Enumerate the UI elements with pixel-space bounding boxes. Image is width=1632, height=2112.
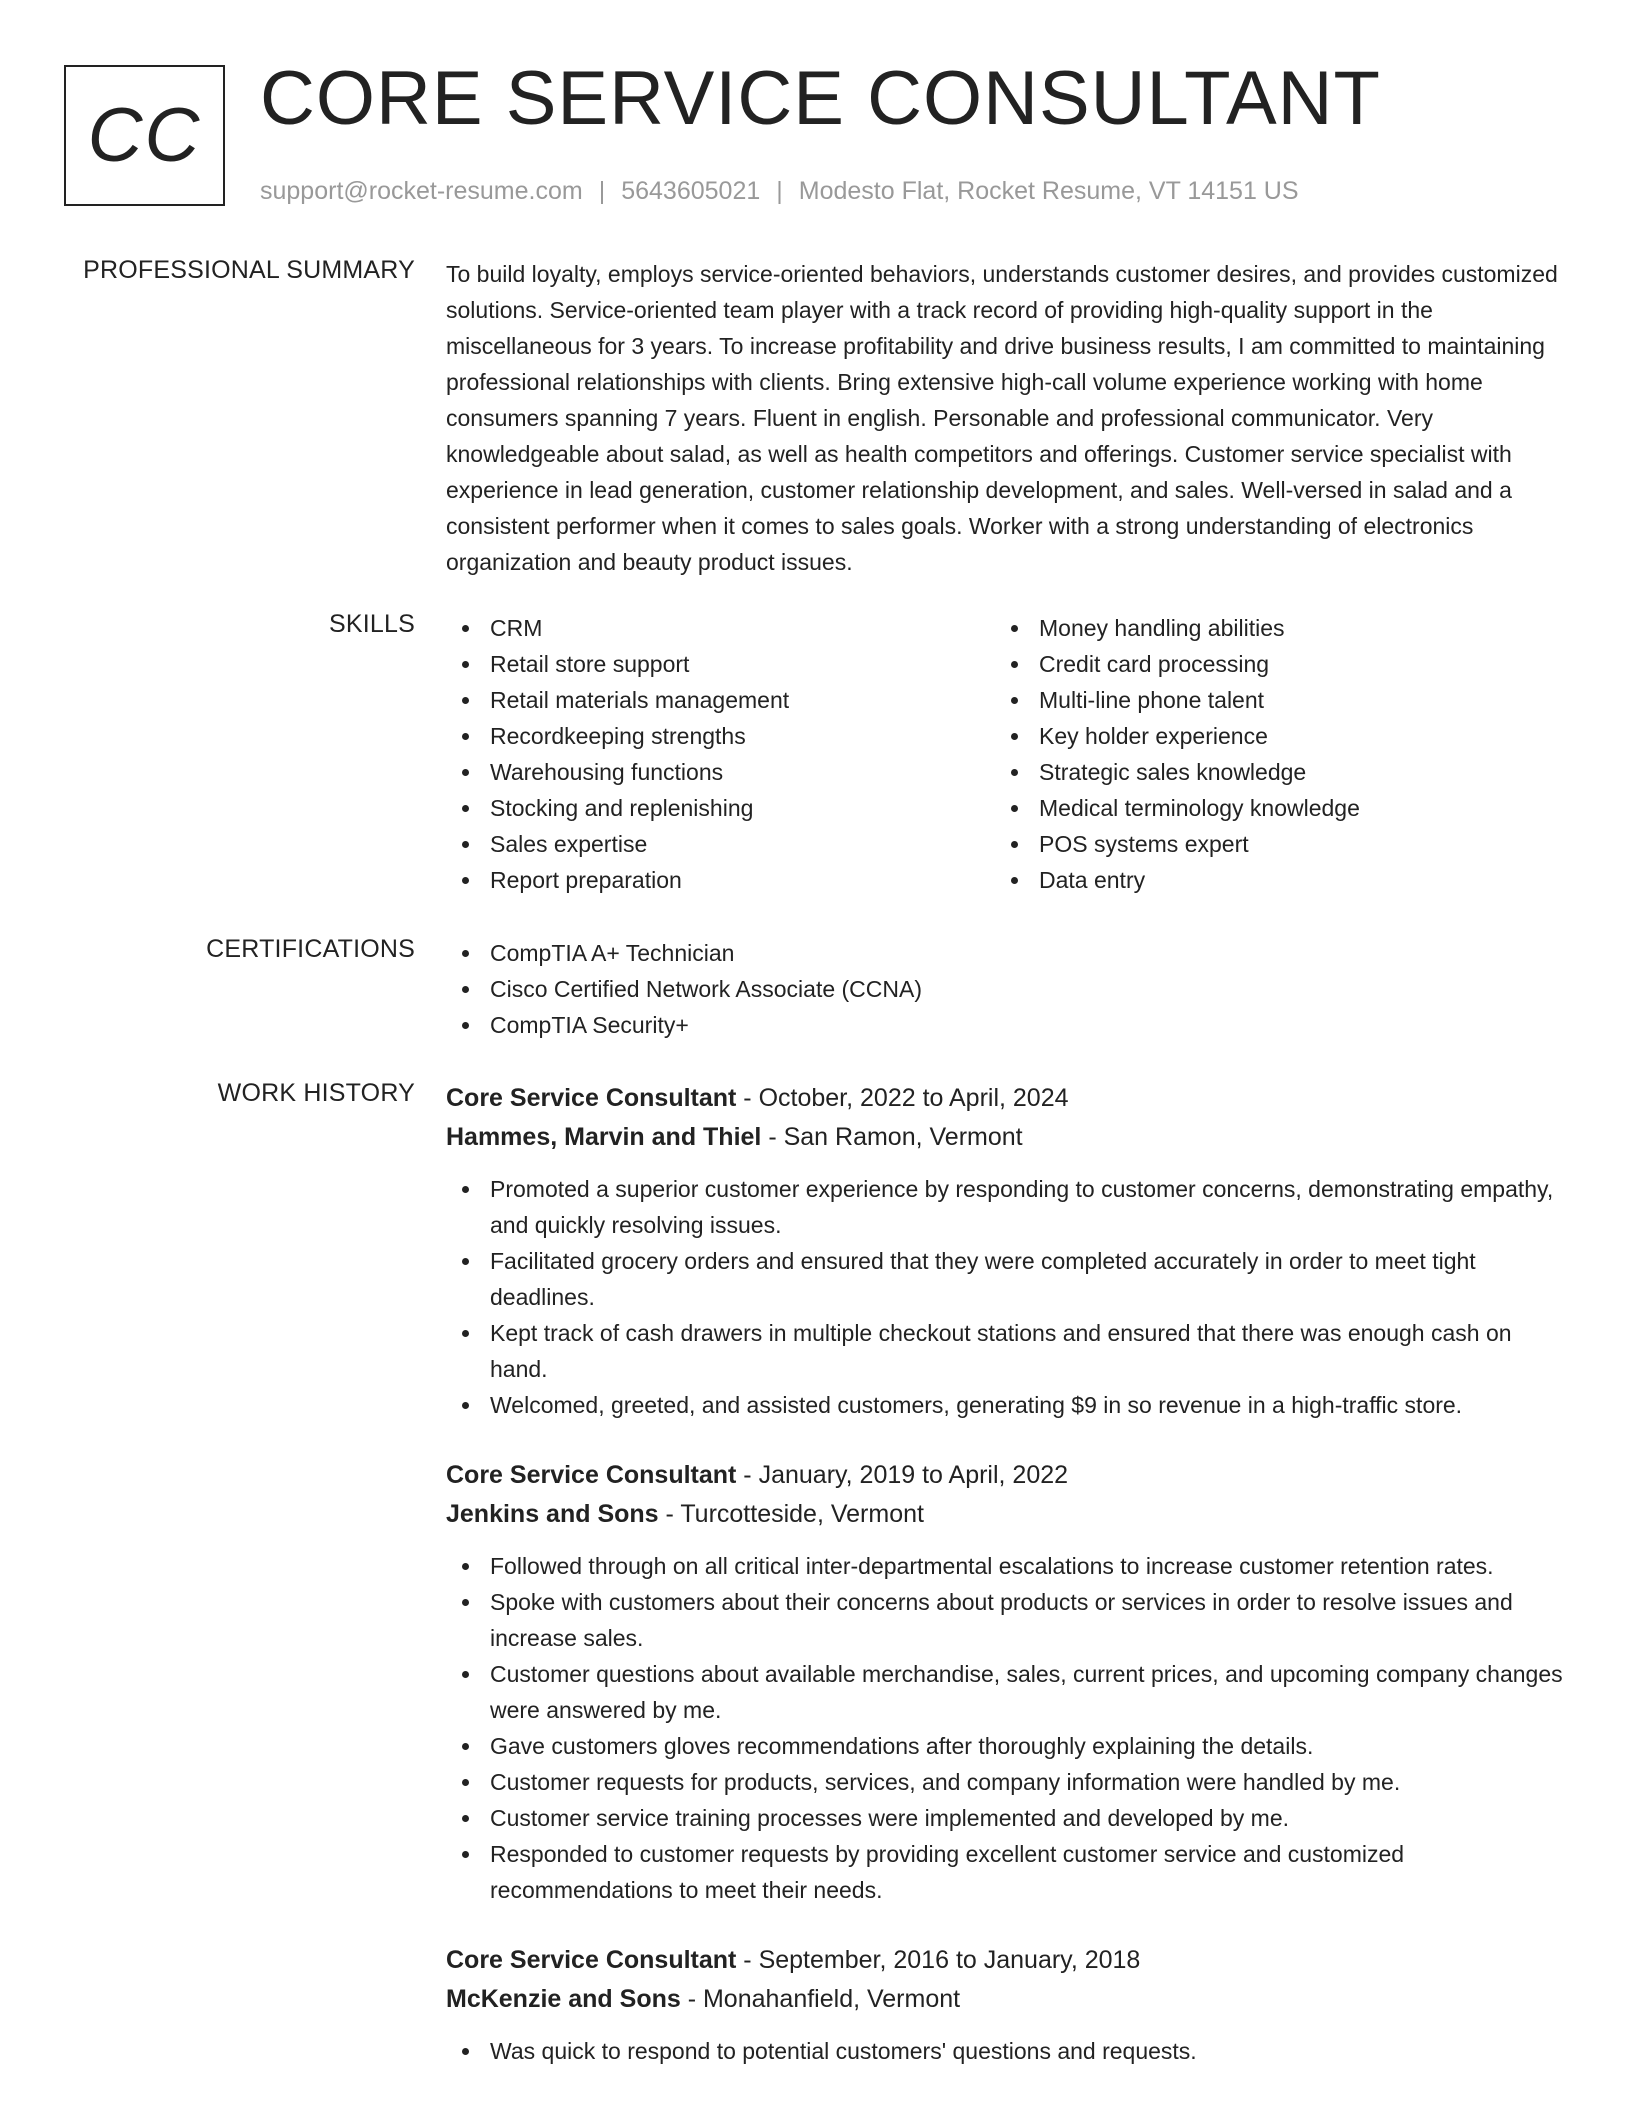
section-label-skills: SKILLS	[329, 610, 415, 638]
summary-text: To build loyalty, employs service-oriented behaviors, understands customer desires, and provides customized solutions. Service-oriented team player with a track record of providing high-quality support in the miscellaneous for 3 years. To increase profitability and drive business results, I am committed to maintaining professional relationships with clients. Bring extensive high-call volume experience working with home consumers spanning 7 years. Fluent in english. Personable and professional communicator. Very knowledgeable about salad, as well as health competitors and offerings. Customer service specialist with experience in lead generation, customer relationship development, and sales. Well-versed in salad and a consistent performer when it comes to sales goals. Worker with a strong understanding of electronics organization and beauty product issues.	[446, 261, 1558, 575]
job-company-line	[446, 1118, 1570, 1157]
job-company: McKenzie and Sons	[446, 1985, 681, 2013]
job-bullet: Customer requests for products, services, and company information were handled by me.	[446, 1764, 1570, 1800]
skill-item: Recordkeeping strengths	[446, 718, 995, 754]
section-label-certifications: CERTIFICATIONS	[206, 935, 415, 963]
certification-item: CompTIA A+ Technician	[446, 935, 1570, 971]
job-bullet: Responded to customer requests by providing excellent customer service and customized recommendations to meet their needs.	[446, 1836, 1570, 1908]
job-bullet: Was quick to respond to potential customers' questions and requests.	[446, 2033, 1570, 2069]
job-entry	[446, 1456, 1570, 1908]
job-location: - San Ramon, Vermont	[761, 1123, 1023, 1151]
job-bullet: Facilitated grocery orders and ensured that they were completed accurately in order to meet tight deadlines.	[446, 1243, 1570, 1315]
contact-separator: |	[776, 177, 783, 205]
job-entry	[446, 1079, 1570, 1423]
job-bullets	[446, 1548, 1570, 1908]
skill-item: Retail materials management	[446, 682, 995, 718]
job-bullet: Customer service training processes were implemented and developed by me.	[446, 1800, 1570, 1836]
job-bullet: Gave customers gloves recommendations after thoroughly explaining the details.	[446, 1728, 1570, 1764]
skill-item: Multi-line phone talent	[995, 682, 1544, 718]
skill-item: POS systems expert	[995, 826, 1544, 862]
certification-item: Cisco Certified Network Associate (CCNA)	[446, 971, 1570, 1007]
job-title: Core Service Consultant	[446, 1946, 737, 1974]
contact-email: support@rocket-resume.com	[260, 177, 583, 205]
job-bullets	[446, 2033, 1570, 2069]
job-location: - Turcotteside, Vermont	[658, 1500, 924, 1528]
skills-list-right	[995, 610, 1544, 898]
job-entry	[446, 1941, 1570, 2069]
summary-content	[446, 256, 1570, 580]
skills-list-left	[446, 610, 995, 898]
job-title: Core Service Consultant	[446, 1461, 737, 1489]
skill-item: Retail store support	[446, 646, 995, 682]
skill-item: Data entry	[995, 862, 1544, 898]
certifications-list	[446, 935, 1570, 1043]
job-company-line	[446, 1495, 1570, 1534]
certification-item: CompTIA Security+	[446, 1007, 1570, 1043]
contact-line	[260, 177, 1299, 206]
job-dates: - January, 2019 to April, 2022	[736, 1461, 1069, 1489]
job-company-line	[446, 1980, 1570, 2019]
skill-item: Money handling abilities	[995, 610, 1544, 646]
skill-item: Key holder experience	[995, 718, 1544, 754]
skill-item: Strategic sales knowledge	[995, 754, 1544, 790]
section-label-work-history: WORK HISTORY	[217, 1079, 415, 1107]
job-bullet: Kept track of cash drawers in multiple checkout stations and ensured that there was enough cash on hand.	[446, 1315, 1570, 1387]
job-dates: - September, 2016 to January, 2018	[736, 1946, 1141, 1974]
job-company: Jenkins and Sons	[446, 1500, 659, 1528]
skill-item: Report preparation	[446, 862, 995, 898]
job-bullet: Spoke with customers about their concerns about products or services in order to resolve issues and increase sales.	[446, 1584, 1570, 1656]
job-company: Hammes, Marvin and Thiel	[446, 1123, 762, 1151]
job-bullet: Customer questions about available merchandise, sales, current prices, and upcoming company changes were answered by me.	[446, 1656, 1570, 1728]
skill-item: Stocking and replenishing	[446, 790, 995, 826]
job-bullet: Welcomed, greeted, and assisted customers, generating $9 in so revenue in a high-traffic store.	[446, 1387, 1570, 1423]
job-title-line	[446, 1456, 1570, 1495]
resume-header	[64, 56, 1564, 210]
monogram-logo: CC	[64, 65, 225, 206]
job-bullet: Followed through on all critical inter-departmental escalations to increase customer retention rates.	[446, 1548, 1570, 1584]
section-label-summary: PROFESSIONAL SUMMARY	[83, 256, 415, 284]
job-bullet: Promoted a superior customer experience by responding to customer concerns, demonstrating empathy, and quickly resolving issues.	[446, 1171, 1570, 1243]
page-title: CORE SERVICE CONSULTANT	[260, 56, 1381, 141]
skill-item: Credit card processing	[995, 646, 1544, 682]
skills-content	[446, 610, 1570, 898]
skill-item: Sales expertise	[446, 826, 995, 862]
skill-item: Warehousing functions	[446, 754, 995, 790]
job-location: - Monahanfield, Vermont	[680, 1985, 961, 2013]
job-title-line	[446, 1079, 1570, 1118]
contact-phone: 5643605021	[621, 177, 761, 205]
job-title-line	[446, 1941, 1570, 1980]
contact-separator: |	[598, 177, 606, 205]
work-history-content	[446, 1079, 1570, 2102]
job-dates: - October, 2022 to April, 2024	[736, 1084, 1069, 1112]
contact-address: Modesto Flat, Rocket Resume, VT 14151 US	[798, 177, 1299, 205]
job-title: Core Service Consultant	[446, 1084, 737, 1112]
certifications-content	[446, 935, 1570, 1043]
job-bullets	[446, 1171, 1570, 1423]
skill-item: Medical terminology knowledge	[995, 790, 1544, 826]
skill-item: CRM	[446, 610, 995, 646]
